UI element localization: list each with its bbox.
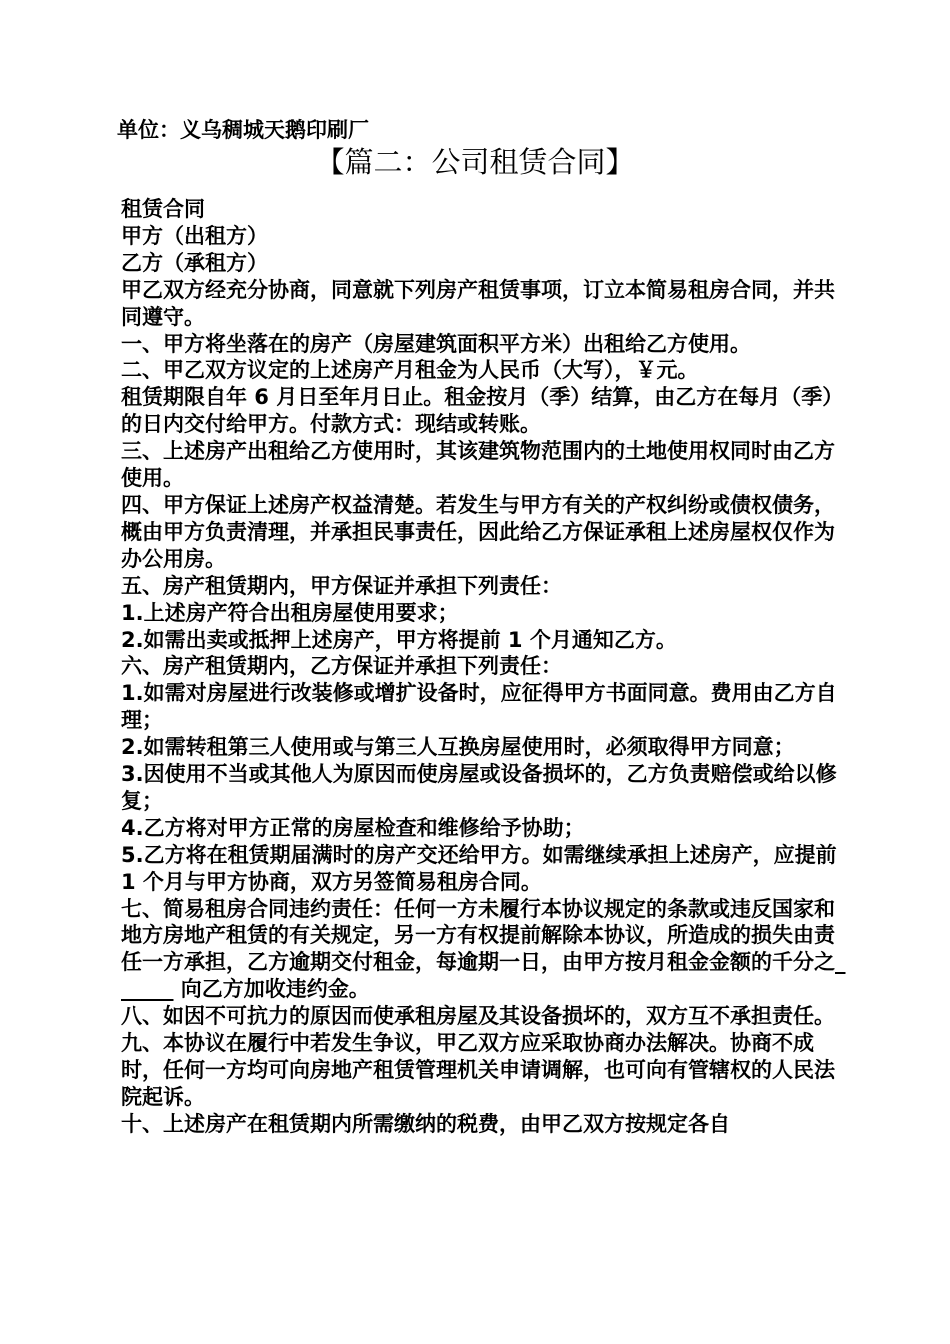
clause-5-item-2: 2.如需出卖或抵押上述房产，甲方将提前 1 个月通知乙方。 [121, 627, 677, 652]
contract-heading: 租赁合同 [121, 197, 205, 221]
paragraph-preamble: 甲乙双方经充分协商，同意就下列房产租赁事项，订立本简易租房合同，并共同遵守。 [121, 277, 835, 329]
clause-6-item-4: 4.乙方将对甲方正常的房屋检查和维修给予协助； [121, 815, 585, 840]
party-a-line: 甲方（出租方） [121, 223, 268, 248]
clause-7: 七、简易租房合同违约责任：任何一方未履行本协议规定的条款或违反国家和地方房地产租赁的有关规定，另一方有权提前解除本协议，所造成的损失由责任一方承担，乙方逾期交付租金，每逾期一日，由甲方按月租金金额的千分之______ 向乙方加收违约金。 [121, 896, 846, 1002]
clause-5: 五、房产租赁期内，甲方保证并承担下列责任： [121, 573, 562, 598]
clause-6: 六、房产租赁期内，乙方保证并承担下列责任： [121, 654, 562, 679]
clause-6-item-2: 2.如需转租第三人使用或与第三人互换房屋使用时，必须取得甲方同意； [121, 735, 795, 760]
clause-6-item-5: 5.乙方将在租赁期届满时的房产交还给甲方。如需继续承担上述房产，应提前 1 个月与甲方协商，双方另签简易租房合同。 [121, 842, 837, 894]
clause-1: 一、甲方将坐落在的房产（房屋建筑面积平方米）出租给乙方使用。 [121, 331, 751, 356]
clause-10: 十、上述房产在租赁期内所需缴纳的税费，由甲乙双方按规定各自 [121, 1111, 730, 1136]
section-title: 【篇二：公司租赁合同】 [315, 145, 635, 179]
clause-3: 三、上述房产出租给乙方使用时，其该建筑物范围内的土地使用权同时由乙方使用。 [121, 439, 835, 491]
clause-8: 八、如因不可抗力的原因而使承租房屋及其设备损坏的，双方互不承担责任。 [121, 1004, 835, 1029]
contract-body [117, 196, 847, 1138]
clause-9: 九、本协议在履行中若发生争议，甲乙双方应采取协商办法解决。协商不成时，任何一方均可向房地产租赁管理机关申请调解，也可向有管辖权的人民法院起诉。 [121, 1031, 835, 1109]
clause-lease-term: 租赁期限自年 6 月日至年月日止。租金按月（季）结算，由乙方在每月（季）的日内交付给甲方。付款方式：现结或转账。 [121, 385, 844, 437]
party-b-line: 乙方（承租方） [121, 250, 268, 275]
clause-6-item-3: 3.因使用不当或其他人为原因而使房屋或设备损坏的，乙方负责赔偿或给以修复； [121, 762, 837, 813]
clause-2: 二、甲乙双方议定的上述房产月租金为人民币（大写），￥元。 [121, 358, 699, 383]
unit-line: 单位：义乌稠城天鹅印刷厂 [117, 118, 369, 142]
clause-6-item-1: 1.如需对房屋进行改装修或增扩设备时，应征得甲方书面同意。费用由乙方自理； [121, 681, 837, 733]
clause-5-item-1: 1.上述房产符合出租房屋使用要求； [121, 600, 459, 625]
clause-4: 四、甲方保证上述房产权益清楚。若发生与甲方有关的产权纠纷或债权债务，概由甲方负责清理，并承担民事责任，因此给乙方保证承租上述房屋权仅作为办公用房。 [121, 492, 835, 571]
